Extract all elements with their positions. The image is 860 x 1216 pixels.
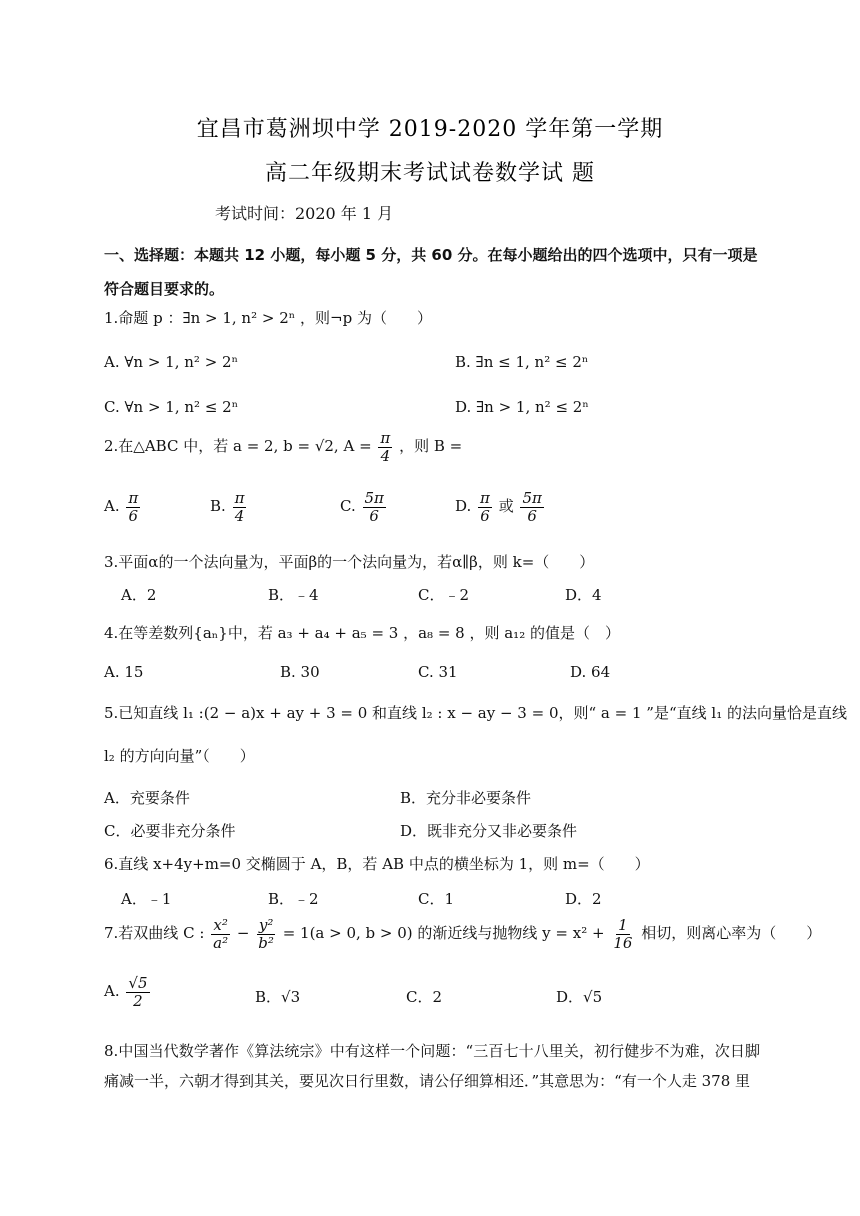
question-6-option-d: D．2 bbox=[565, 890, 602, 908]
question-3-option-b: B．﹣4 bbox=[268, 586, 319, 604]
option-label: A. bbox=[104, 982, 120, 1000]
question-2-stem-suffix: ，则 B = bbox=[399, 437, 463, 455]
question-2-option-a bbox=[104, 490, 142, 524]
exam-title-line2: 高二年级期末考试试卷数学试 题 bbox=[265, 161, 595, 186]
option-label: A. bbox=[104, 497, 120, 515]
fraction-numerator: √5 bbox=[128, 974, 148, 992]
question-5-option-a: A．充要条件 bbox=[104, 789, 190, 807]
question-4-option-c: C. 31 bbox=[418, 663, 458, 681]
question-4-option-a: A. 15 bbox=[104, 663, 144, 681]
question-1-option-c: C. ∀n > 1, n² ≤ 2ⁿ bbox=[104, 398, 239, 416]
minus-sign: − bbox=[236, 924, 250, 942]
question-6-option-b: B．﹣2 bbox=[268, 890, 319, 908]
fraction-denominator: 2 bbox=[133, 991, 143, 1010]
question-6-stem: 6.直线 x+4y+m=0 交椭圆于 A，B，若 AB 中点的横坐标为 1，则 m=（ ） bbox=[104, 855, 650, 873]
question-3-option-c: C．﹣2 bbox=[418, 586, 470, 604]
question-6-option-a: A．﹣1 bbox=[121, 890, 172, 908]
question-3-option-a: A．2 bbox=[121, 586, 157, 604]
fraction-denominator: 6 bbox=[527, 506, 537, 525]
question-5-stem-line2: l₂ 的方向向量”（ ） bbox=[104, 747, 255, 765]
fraction-denominator: b² bbox=[258, 933, 274, 952]
question-7-option-c: C．2 bbox=[406, 988, 443, 1006]
question-1-stem: 1.命题 p ：∃n > 1, n² > 2ⁿ ，则¬p 为（ ） bbox=[104, 309, 432, 327]
question-3-stem: 3.平面α的一个法向量为，平面β的一个法向量为，若α∥β，则 k=（ ） bbox=[104, 553, 595, 571]
option-label: B. bbox=[210, 497, 226, 515]
fraction-numerator: 1 bbox=[618, 916, 628, 934]
question-7-stem-suffix: 相切，则离心率为（ ） bbox=[641, 924, 822, 942]
fraction-denominator: a² bbox=[213, 933, 229, 952]
question-3-option-d: D．4 bbox=[565, 586, 602, 604]
question-5-option-c: C．必要非充分条件 bbox=[104, 822, 236, 840]
question-2-stem-prefix: 2.在△ABC 中，若 a = 2, b = √2, A = bbox=[104, 437, 372, 455]
question-2-stem bbox=[104, 430, 462, 464]
fraction-numerator: 5π bbox=[522, 489, 542, 507]
question-4-option-b: B. 30 bbox=[280, 663, 320, 681]
question-7-stem-prefix: 7.若双曲线 C : bbox=[104, 924, 205, 942]
question-7-option-b: B．√3 bbox=[255, 988, 301, 1006]
question-2-option-c bbox=[340, 490, 388, 524]
fraction-denominator: 16 bbox=[613, 933, 633, 952]
question-2-fraction bbox=[378, 430, 392, 464]
fraction-denominator: 6 bbox=[128, 506, 139, 525]
question-7-option-a bbox=[104, 975, 152, 1009]
option-or-text: 或 bbox=[498, 497, 514, 515]
question-2-option-b bbox=[210, 490, 248, 524]
question-5-stem-line1: 5.已知直线 l₁ :(2 − a)x + ay + 3 = 0 和直线 l₂ : x − ay − 3 = 0，则“ a = 1 ”是“直线 l₁ 的法向量恰是直线 bbox=[104, 704, 847, 722]
question-7-stem-mid: = 1(a > 0, b > 0) 的渐近线与抛物线 y = x² + bbox=[282, 924, 605, 942]
question-5-option-b: B．充分非必要条件 bbox=[400, 789, 532, 807]
option-label: D. bbox=[455, 497, 472, 515]
exam-time: 考试时间：2020 年 1 月 bbox=[215, 204, 394, 223]
fraction-numerator: π bbox=[234, 489, 245, 507]
fraction-denominator: 4 bbox=[234, 506, 245, 525]
question-6-option-c: C．1 bbox=[418, 890, 455, 908]
section-heading: 一、选择题：本题共 12 小题，每小题 5 分，共 60 分。在每小题给出的四个选项中，只有一项是符合题目要求的。 bbox=[104, 246, 758, 298]
exam-title-line1: 宜昌市葛洲坝中学 2019-2020 学年第一学期 bbox=[196, 117, 664, 142]
question-1-option-b: B. ∃n ≤ 1, n² ≤ 2ⁿ bbox=[455, 353, 589, 371]
fraction-denominator: 6 bbox=[369, 506, 379, 525]
question-7-stem bbox=[104, 917, 821, 951]
question-7-option-d: D．√5 bbox=[556, 988, 603, 1006]
fraction-numerator: π bbox=[380, 429, 391, 447]
fraction-numerator: x² bbox=[213, 916, 228, 934]
question-1-option-d: D. ∃n > 1, n² ≤ 2ⁿ bbox=[455, 398, 589, 416]
question-2-option-d bbox=[455, 490, 546, 524]
fraction-numerator: π bbox=[128, 489, 139, 507]
question-1-option-a: A. ∀n > 1, n² > 2ⁿ bbox=[104, 353, 239, 371]
question-4-stem: 4.在等差数列{aₙ}中，若 a₃ + a₄ + a₅ = 3 ，a₈ = 8 ，则 a₁₂ 的值是（ ） bbox=[104, 624, 620, 642]
question-8-text: 8.中国当代数学著作《算法统宗》中有这样一个问题：“三百七十八里关，初行健步不为难，次日脚痛减一半，六朝才得到其关，要见次日行里数，请公仔细算相还．”其意思为：“有一个人走 378 里 bbox=[104, 1042, 760, 1090]
question-5-option-d: D．既非充分又非必要条件 bbox=[400, 822, 578, 840]
fraction-numerator: y² bbox=[258, 916, 274, 934]
option-label: C. bbox=[340, 497, 356, 515]
fraction-numerator: π bbox=[480, 489, 490, 507]
fraction-denominator: 6 bbox=[480, 506, 490, 525]
fraction-denominator: 4 bbox=[380, 446, 391, 465]
question-4-option-d: D. 64 bbox=[570, 663, 611, 681]
fraction-numerator: 5π bbox=[364, 489, 384, 507]
